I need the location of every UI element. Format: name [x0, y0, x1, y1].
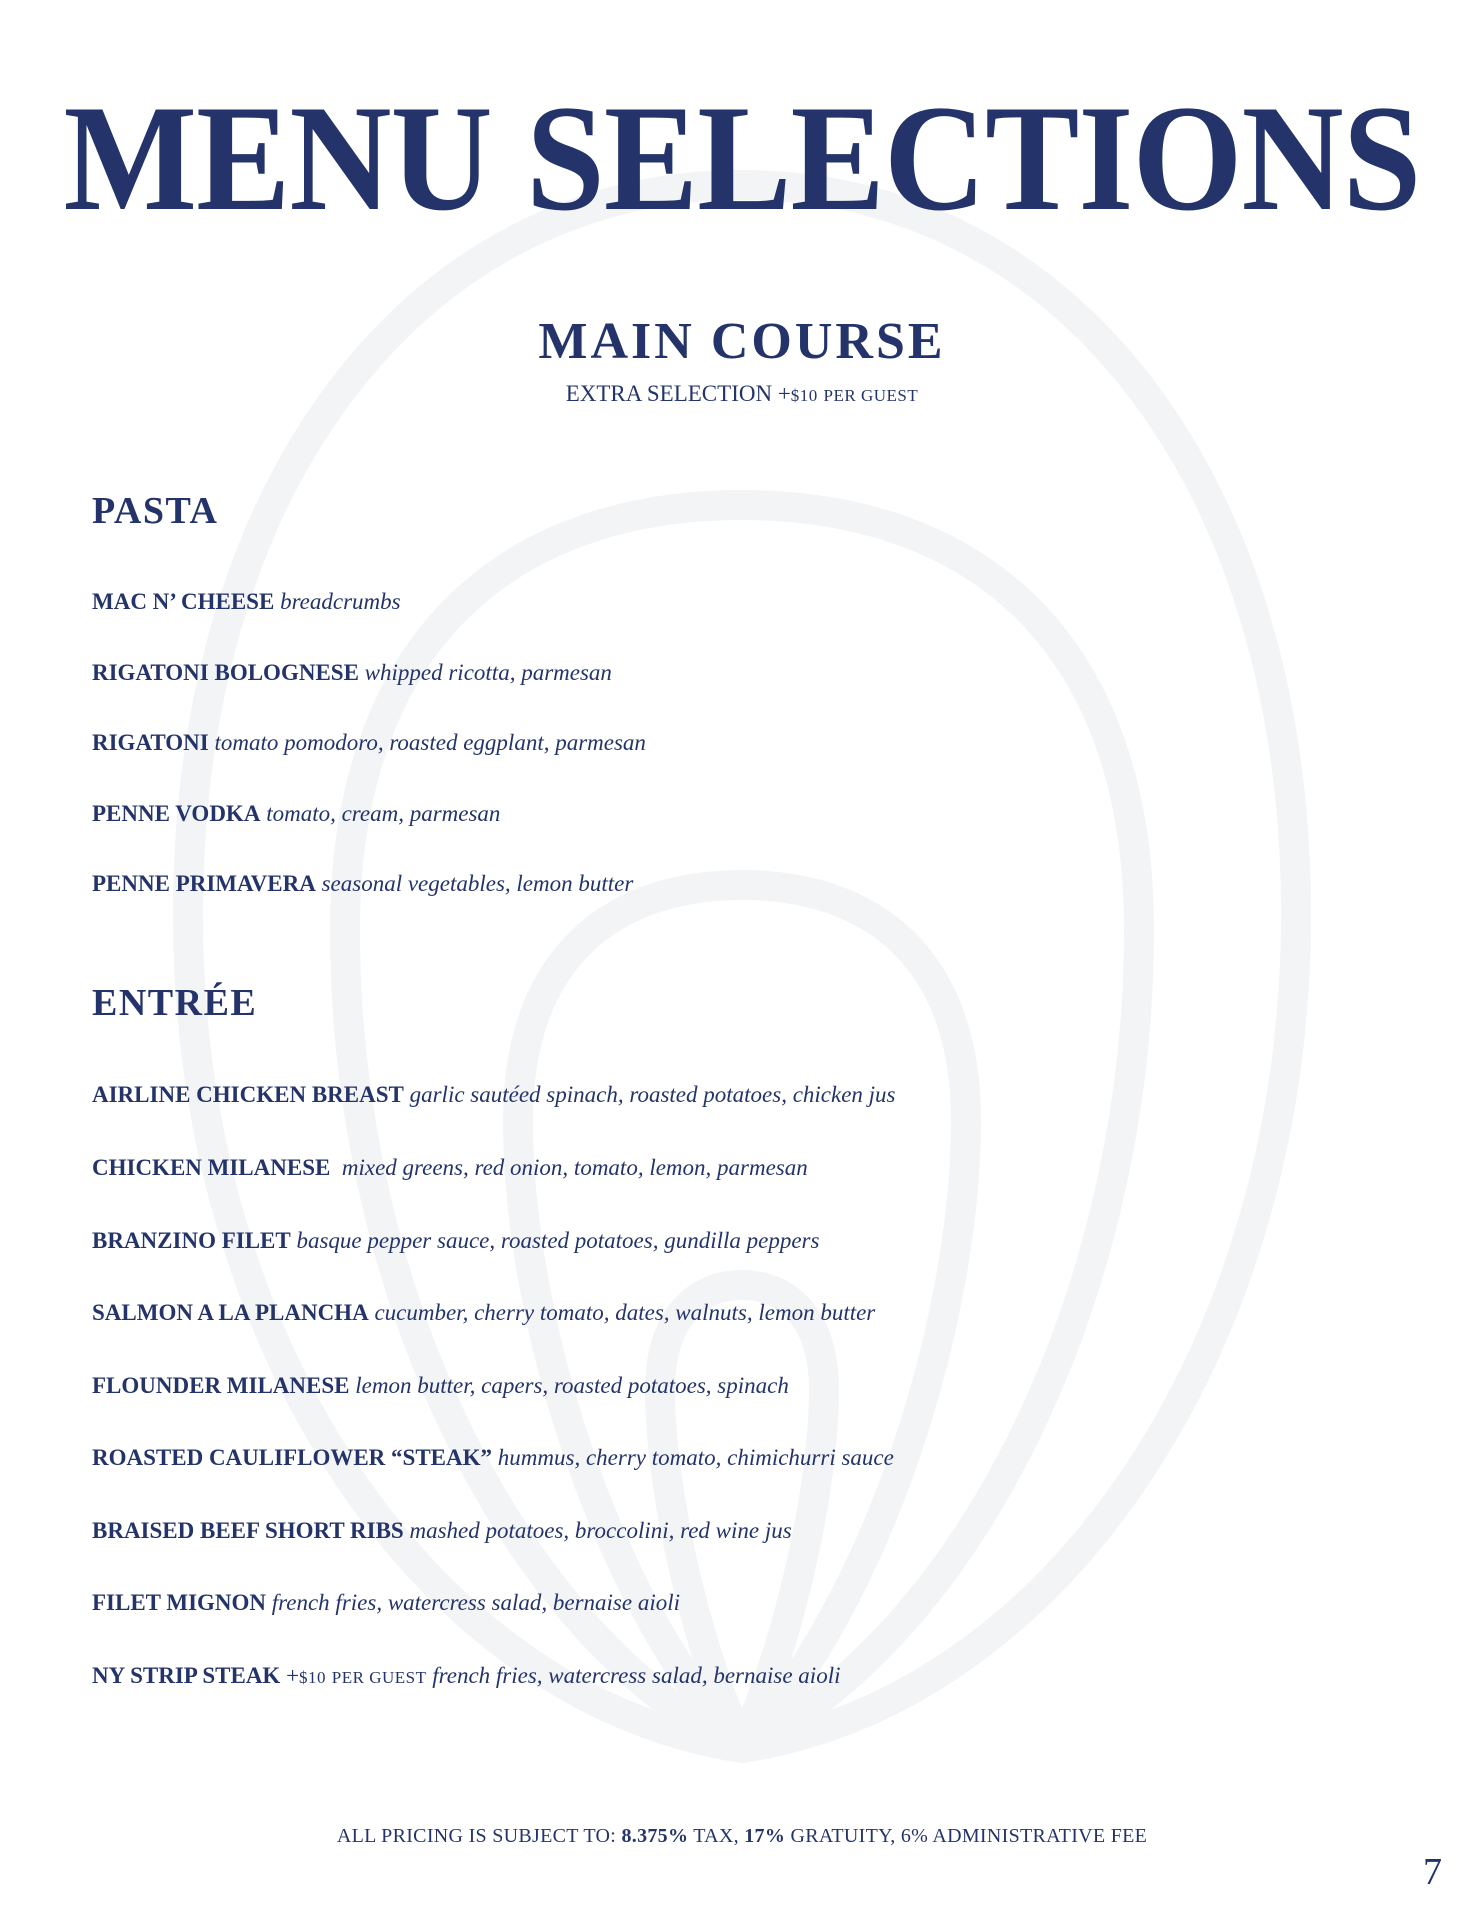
- item-name: AIRLINE CHICKEN BREAST: [92, 1082, 404, 1107]
- course-sub-price: $10: [790, 386, 818, 405]
- item-description: cucumber, cherry tomato, dates, walnuts, lemon butter: [374, 1300, 876, 1325]
- course-sub-prefix: EXTRA SELECTION +: [565, 381, 791, 406]
- page-number: 7: [1423, 1851, 1442, 1893]
- item-description: tomato, cream, parmesan: [266, 801, 501, 826]
- pricing-footer: [0, 1826, 1484, 1846]
- item-description: basque pepper sauce, roasted potatoes, gundilla peppers: [296, 1228, 820, 1253]
- menu-item: [92, 1156, 808, 1179]
- item-name: CHICKEN MILANESE: [92, 1155, 331, 1180]
- item-description: lemon butter, capers, roasted potatoes, spinach: [355, 1373, 789, 1398]
- course-subheading: [0, 382, 1484, 405]
- item-description: french fries, watercress salad, bernaise aioli: [432, 1663, 841, 1688]
- item-name: SALMON A LA PLANCHA: [92, 1300, 369, 1325]
- item-name: FLOUNDER MILANESE: [92, 1373, 350, 1398]
- item-name: BRAISED BEEF SHORT RIBS: [92, 1518, 404, 1543]
- item-description: whipped ricotta, parmesan: [364, 660, 612, 685]
- section-heading-pasta: PASTA: [92, 490, 219, 532]
- page-title: MENU SELECTIONS: [63, 74, 1421, 242]
- footer-tax-value: 8.375%: [621, 1825, 689, 1847]
- menu-item: [92, 1591, 680, 1614]
- item-name: BRANZINO FILET: [92, 1228, 291, 1253]
- menu-item: [92, 731, 646, 754]
- item-description: french fries, watercress salad, bernaise aioli: [271, 1590, 680, 1615]
- item-description: breadcrumbs: [280, 589, 401, 614]
- menu-item: [92, 872, 633, 895]
- menu-item: [92, 661, 612, 684]
- item-description: seasonal vegetables, lemon butter: [321, 871, 634, 896]
- menu-item: [92, 1446, 894, 1469]
- item-extra-price: $10: [299, 1668, 327, 1687]
- footer-tax-label: TAX,: [693, 1825, 739, 1847]
- item-name: ROASTED CAULIFLOWER “STEAK”: [92, 1445, 493, 1470]
- item-description: hummus, cherry tomato, chimichurri sauce: [497, 1445, 894, 1470]
- item-name: PENNE VODKA: [92, 801, 261, 826]
- menu-item: [92, 1301, 875, 1324]
- item-name: RIGATONI: [92, 730, 209, 755]
- item-extra-suffix: PER GUEST: [331, 1668, 427, 1687]
- item-description: tomato pomodoro, roasted eggplant, parmesan: [214, 730, 646, 755]
- footer-gratuity-value: 17%: [744, 1825, 786, 1847]
- item-name: NY STRIP STEAK: [92, 1663, 281, 1688]
- item-description: garlic sautéed spinach, roasted potatoes, chicken jus: [409, 1082, 896, 1107]
- item-extra-prefix: +: [286, 1663, 300, 1688]
- course-sub-suffix: PER GUEST: [823, 386, 919, 405]
- item-name: FILET MIGNON: [92, 1590, 267, 1615]
- footer-gratuity-label: GRATUITY, 6% ADMINISTRATIVE FEE: [790, 1825, 1148, 1847]
- item-name: PENNE PRIMAVERA: [92, 871, 316, 896]
- menu-item: [92, 1374, 789, 1397]
- item-name: RIGATONI BOLOGNESE: [92, 660, 359, 685]
- menu-item: [92, 802, 500, 825]
- menu-item: [92, 1083, 896, 1106]
- menu-item: [92, 1519, 792, 1542]
- item-description: mixed greens, red onion, tomato, lemon, parmesan: [341, 1155, 808, 1180]
- menu-item: [92, 1664, 840, 1687]
- menu-item: [92, 1229, 819, 1252]
- section-heading-entree: ENTRÉE: [92, 982, 258, 1024]
- course-heading: MAIN COURSE: [538, 313, 946, 370]
- footer-prefix: ALL PRICING IS SUBJECT TO:: [336, 1825, 617, 1847]
- item-description: mashed potatoes, broccolini, red wine jus: [409, 1518, 792, 1543]
- menu-item: [92, 590, 401, 613]
- item-name: MAC N’ CHEESE: [92, 589, 275, 614]
